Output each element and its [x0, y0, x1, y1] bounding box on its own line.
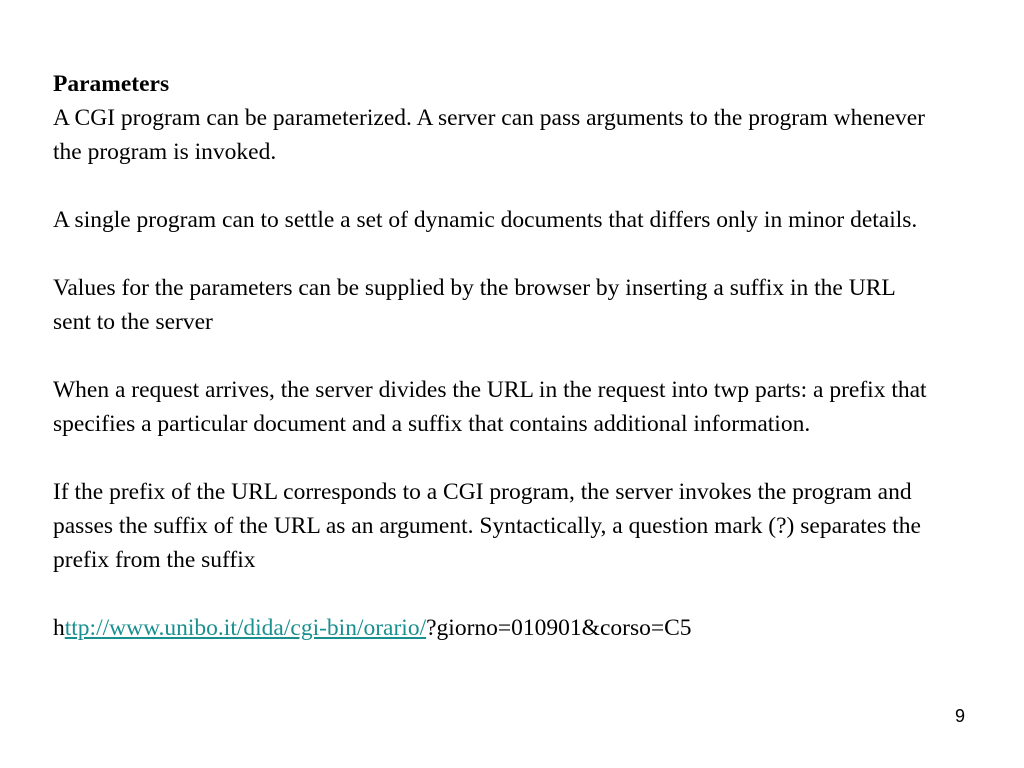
paragraph-single-program: A single program can to settle a set of dynamic documents that differs only in minor details. — [53, 207, 918, 233]
url-example — [53, 611, 933, 645]
paragraph-request-arrives: When a request arrives, the server divides the URL in the request into twp parts: a prefix that specifies a particular document and a suffix that contains additional information. — [53, 377, 927, 437]
slide-title: Parameters — [53, 71, 170, 97]
page-number: 9 — [954, 706, 965, 726]
paragraph-cgi-parameterized: A CGI program can be parameterized. A server can pass arguments to the program whenever the program is invoked. — [53, 105, 926, 165]
slide-content — [53, 67, 933, 645]
paragraph-parameter-values: Values for the parameters can be supplied by the browser by inserting a suffix in the URL sent to the server — [53, 275, 895, 335]
paragraph-prefix-cgi: If the prefix of the URL corresponds to a CGI program, the server invokes the program and passes the suffix of the URL as an argument. Syntactically, a question mark (?) separates the prefix from the suffix — [53, 479, 921, 573]
url-link[interactable]: ttp://www.unibo.it/dida/cgi-bin/orario/ — [64, 615, 427, 641]
url-suffix: ?giorno=010901&corso=C5 — [426, 615, 692, 641]
url-prefix-char: h — [53, 615, 65, 641]
